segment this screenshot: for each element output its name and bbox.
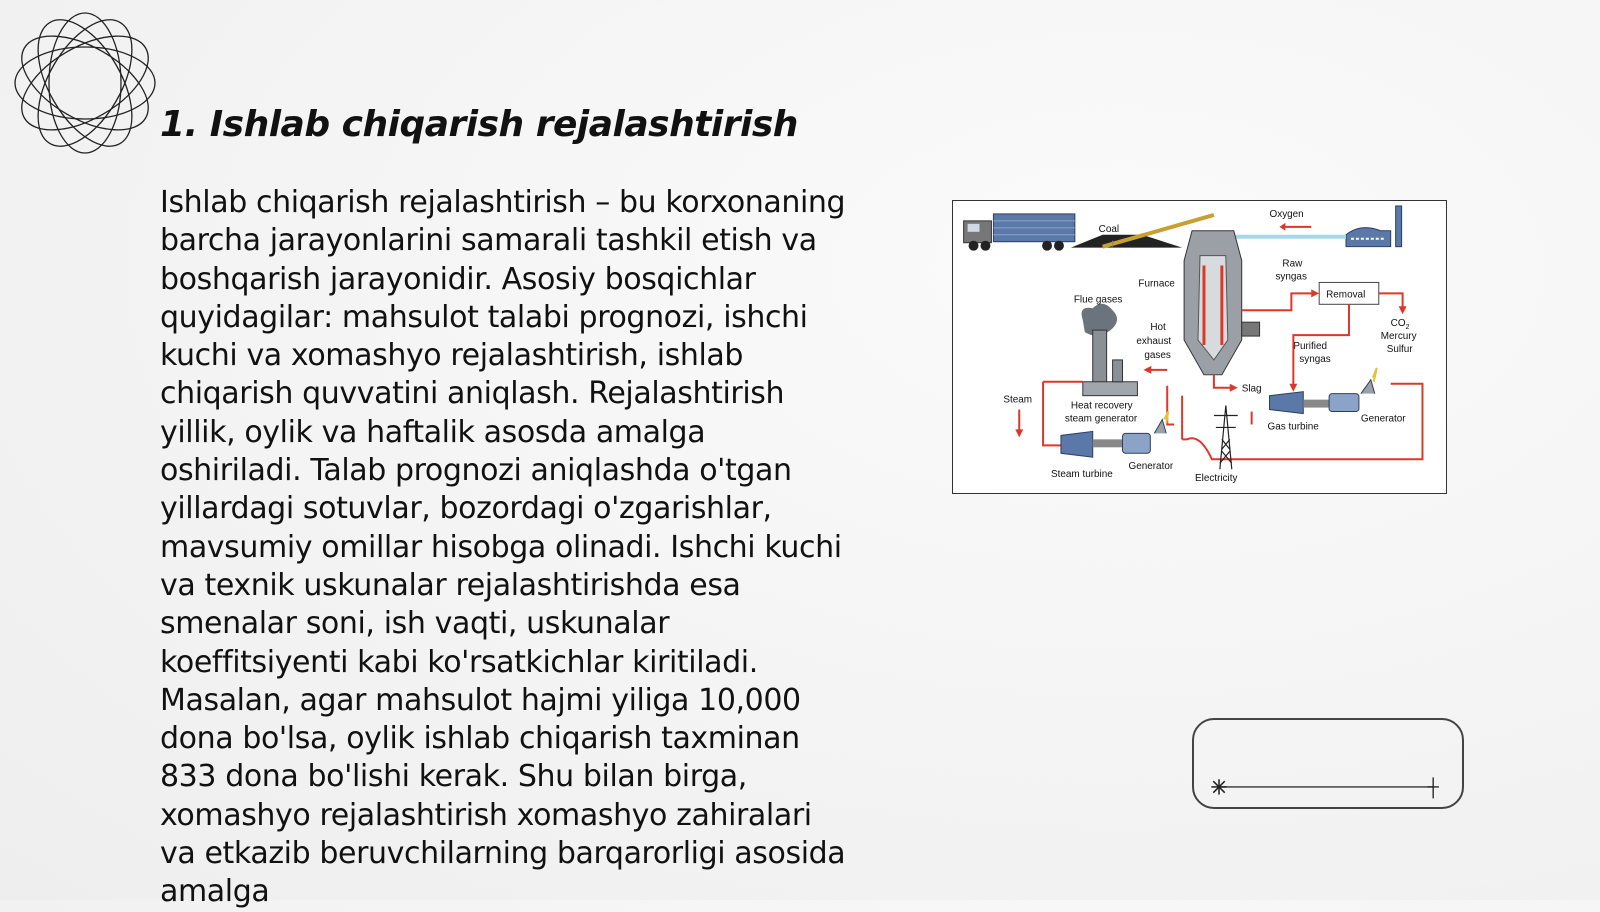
star-cross-icon <box>1427 777 1438 798</box>
gas-turbine-icon <box>1270 368 1377 414</box>
gasifier-furnace-icon <box>1184 231 1259 375</box>
label-raw-syngas-1: Raw <box>1282 258 1303 270</box>
label-generator-right: Generator <box>1360 413 1406 425</box>
label-electricity: Electricity <box>1195 473 1238 485</box>
label-slag: Slag <box>1241 383 1262 395</box>
label-hot-exhaust-3: gases <box>1144 349 1171 361</box>
label-steam: Steam <box>1003 394 1033 406</box>
label-steam-turbine: Steam turbine <box>1051 469 1113 481</box>
label-mercury: Mercury <box>1380 331 1417 343</box>
flue-stack-icon <box>1082 304 1138 396</box>
label-generator-left: Generator <box>1128 461 1174 473</box>
label-heat-recovery-2: steam generator <box>1064 413 1138 425</box>
label-heat-recovery-1: Heat recovery <box>1070 400 1133 412</box>
label-hot-exhaust-1: Hot <box>1150 322 1166 334</box>
label-purified-syngas-2: syngas <box>1299 353 1331 365</box>
label-oxygen: Oxygen <box>1269 208 1304 220</box>
label-flue-gases: Flue gases <box>1073 294 1123 306</box>
oxygen-plant-icon <box>1346 206 1402 247</box>
label-purified-syngas-1: Purified <box>1293 340 1328 352</box>
slide-body-text: Ishlab chiqarish rejalashtirish – bu korxonaning barcha jarayonlarini samarali tashkil etish va boshqarish jarayonidir. Asosiy bosqichlar quyidagilar: mahsulot talabi prognozi, ishchi kuchi va xomashyo rejalashtirish, ishlab chiqarish quvvatini aniqlash. Rejalashtirish yillik, oylik va haftalik asosda amalga oshiriladi. Talab prognozi aniqlashda o'tgan yillardagi sotuvlar, bozordagi o'zgarishlar, mavsumiy omillar hisobga olinadi. Ishchi kuchi va texnik uskunalar rejalashtirishda esa smenalar soni, ish vaqti, uskunalar koeffitsiyenti kabi ko'rsatkichlar kiritiladi. Masalan, agar mahsulot hajmi yiliga 10,000 dona bo'lsa, oylik ishlab chiqarish taxminan 833 dona bo'lishi kerak. Shu bilan birga, xomashyo rejalashtirish xomashyo zahiralari va etkazib beruvchilarning barqarorligi asosida amalga <box>160 185 846 910</box>
label-gas-turbine: Gas turbine <box>1267 421 1319 433</box>
coal-truck-icon <box>964 214 1075 251</box>
label-coal: Coal <box>1098 223 1120 235</box>
logo-orbit-icon <box>10 8 160 158</box>
label-removal: Removal <box>1326 289 1366 301</box>
decorative-slider-card <box>1192 718 1464 809</box>
slide-title: 1. Ishlab chiqarish rejalashtirish <box>160 104 798 145</box>
label-furnace: Furnace <box>1138 278 1175 290</box>
igcc-process-diagram <box>952 200 1447 494</box>
label-co2: $CO_2$ <box>1390 318 1410 332</box>
label-sulfur: Sulfur <box>1386 343 1413 355</box>
sparkle-icon <box>1211 779 1226 794</box>
label-hot-exhaust-2: exhaust <box>1136 336 1172 348</box>
label-raw-syngas-2: syngas <box>1275 271 1307 283</box>
